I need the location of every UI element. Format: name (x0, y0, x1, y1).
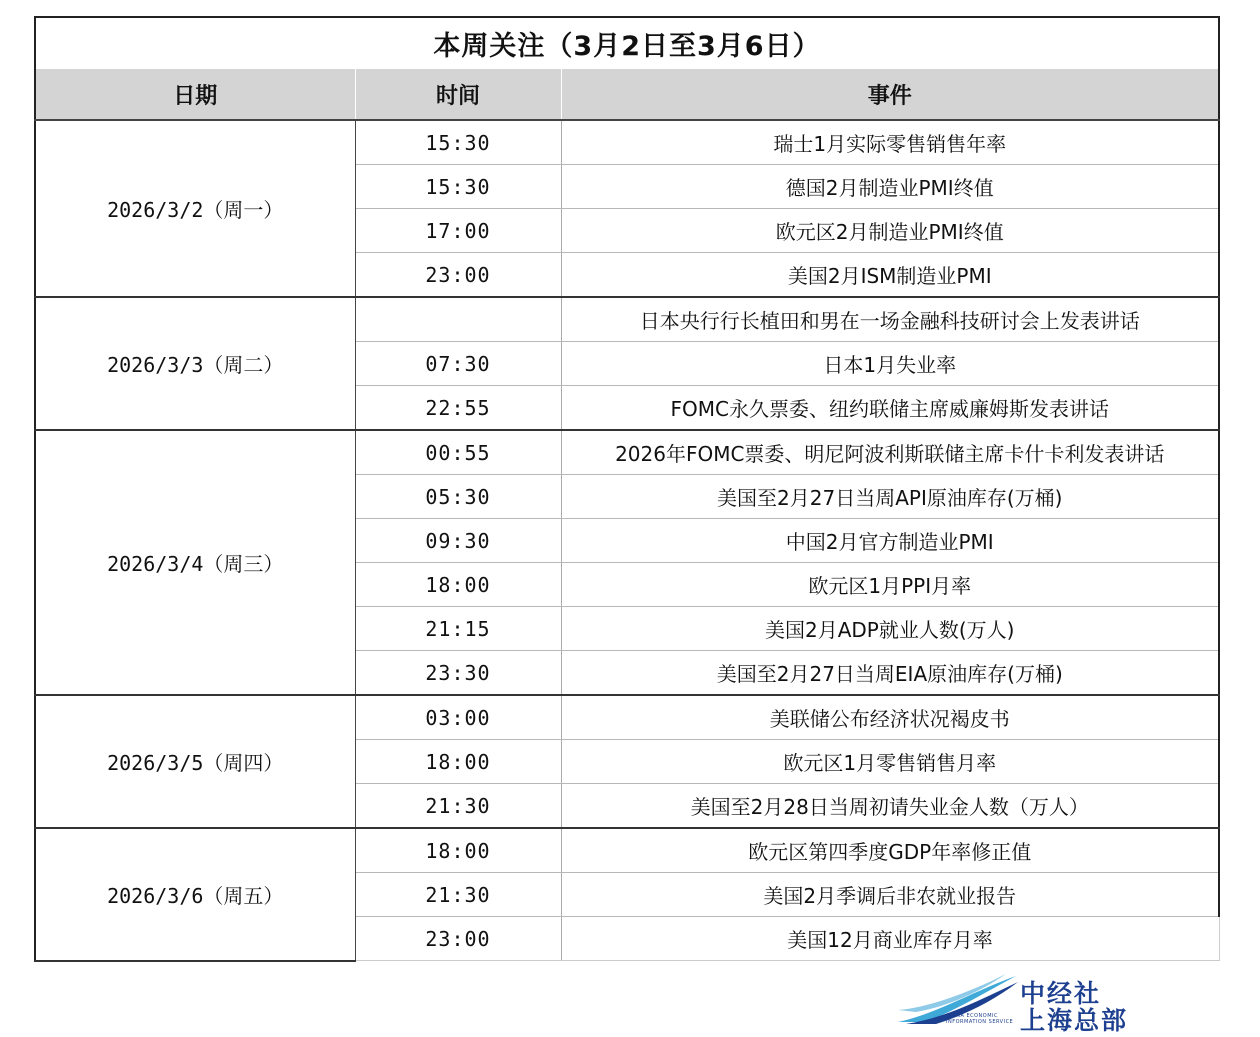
header-event: 事件 (561, 69, 1219, 120)
time-cell (355, 297, 561, 342)
cei-logo (896, 972, 1146, 1035)
event-cell: 欧元区1月PPI月率 (561, 563, 1219, 607)
time-cell: 05:30 (355, 475, 561, 519)
time-cell: 03:00 (355, 695, 561, 740)
time-cell: 18:00 (355, 828, 561, 873)
time-cell: 21:15 (355, 607, 561, 651)
table-row (35, 828, 1219, 873)
event-cell: 美国至2月27日当周API原油库存(万桶) (561, 475, 1219, 519)
event-cell: 2026年FOMC票委、明尼阿波利斯联储主席卡什卡利发表讲话 (561, 430, 1219, 475)
time-cell: 15:30 (355, 165, 561, 209)
time-cell: 21:30 (355, 873, 561, 917)
time-cell: 23:00 (355, 917, 561, 961)
header-date: 日期 (35, 69, 355, 120)
event-cell: 日本央行行长植田和男在一场金融科技研讨会上发表讲话 (561, 297, 1219, 342)
event-cell: 美国12月商业库存月率 (561, 917, 1219, 961)
event-cell: 美国2月ISM制造业PMI (561, 253, 1219, 298)
event-cell: 美国至2月27日当周EIA原油库存(万桶) (561, 651, 1219, 696)
logo-en-line2: INFORMATION SERVICE (946, 1019, 1014, 1025)
event-cell: 欧元区第四季度GDP年率修正值 (561, 828, 1219, 873)
time-cell: 15:30 (355, 120, 561, 165)
date-cell: 2026/3/2（周一） (35, 120, 355, 297)
time-cell: 17:00 (355, 209, 561, 253)
time-cell: 00:55 (355, 430, 561, 475)
event-cell: 瑞士1月实际零售销售年率 (561, 120, 1219, 165)
date-cell: 2026/3/3（周二） (35, 297, 355, 430)
table-row (35, 120, 1219, 165)
time-cell: 09:30 (355, 519, 561, 563)
event-cell: 美国2月ADP就业人数(万人) (561, 607, 1219, 651)
event-cell: 欧元区1月零售销售月率 (561, 740, 1219, 784)
time-cell: 18:00 (355, 740, 561, 784)
event-cell: 德国2月制造业PMI终值 (561, 165, 1219, 209)
time-cell: 18:00 (355, 563, 561, 607)
time-cell: 22:55 (355, 386, 561, 431)
logo-name-line2: 上海总部 (1020, 1006, 1129, 1035)
event-cell: 美国至2月28日当周初请失业金人数（万人） (561, 784, 1219, 829)
table-title: 本周关注（3月2日至3月6日） (35, 17, 1219, 69)
table-row (35, 297, 1219, 342)
time-cell: 23:30 (355, 651, 561, 696)
event-cell: FOMC永久票委、纽约联储主席威廉姆斯发表讲话 (561, 386, 1219, 431)
event-cell: 日本1月失业率 (561, 342, 1219, 386)
logo-en-line1: CHINA ECONOMIC (946, 1013, 999, 1019)
table-row (35, 430, 1219, 475)
time-cell: 23:00 (355, 253, 561, 298)
event-cell: 美联储公布经济状况褐皮书 (561, 695, 1219, 740)
table-row (35, 695, 1219, 740)
date-cell: 2026/3/4（周三） (35, 430, 355, 695)
date-cell: 2026/3/6（周五） (35, 828, 355, 961)
event-cell: 欧元区2月制造业PMI终值 (561, 209, 1219, 253)
time-cell: 21:30 (355, 784, 561, 829)
time-cell: 07:30 (355, 342, 561, 386)
date-cell: 2026/3/5（周四） (35, 695, 355, 828)
schedule-table (34, 16, 1220, 962)
logo-name-line1: 中经社 (1020, 979, 1102, 1008)
header-time: 时间 (355, 69, 561, 120)
event-cell: 中国2月官方制造业PMI (561, 519, 1219, 563)
schedule-body (35, 120, 1219, 961)
event-cell: 美国2月季调后非农就业报告 (561, 873, 1219, 917)
